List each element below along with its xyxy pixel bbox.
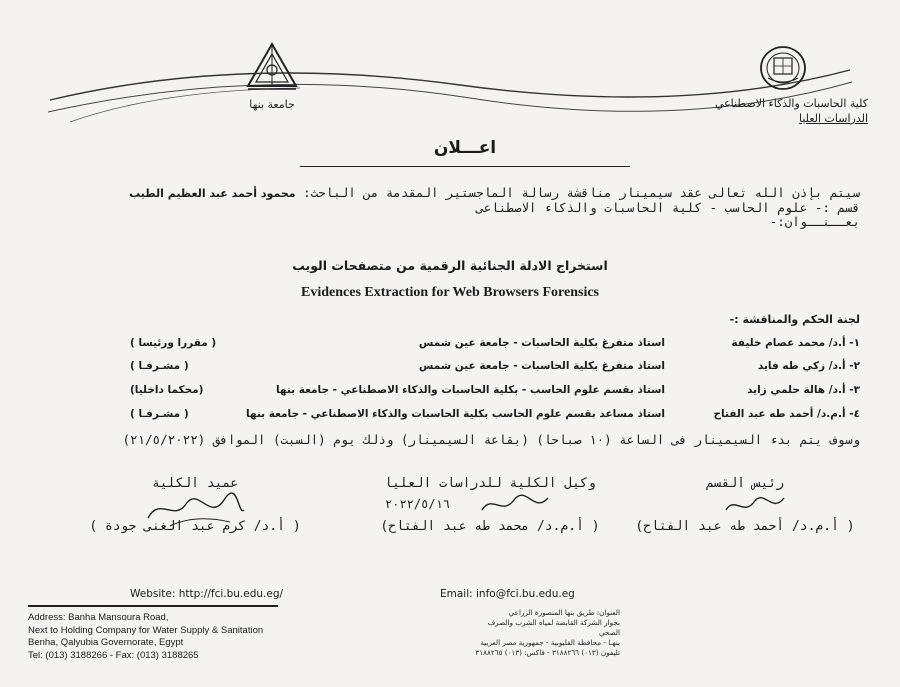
thesis-title-arabic: استخراج الادلة الجنائية الرقمية من متصفحات الويب: [292, 258, 608, 273]
member-name: ٢- أ.د/ زكي طه فايد: [757, 360, 860, 372]
member-position: استاذ متفرغ بكلية الحاسبات - جامعة عين شمس: [418, 337, 665, 349]
vice-dean-name: ( أ.م.د/ محمد طه عبد الفتاح): [380, 519, 600, 534]
member-role: ( مشـرفـا ): [130, 360, 189, 372]
member-role: ( مقررا ورئيسا ): [130, 337, 217, 349]
faculty-name: كلية الحاسبات والذكاء الاصطناعي: [714, 97, 868, 110]
thesis-title-english: Evidences Extraction for Web Browsers Forensics: [301, 285, 599, 300]
vice-dean-title: وكيل الكلية للدراسات العليا: [384, 476, 596, 491]
member-role: (محكما داخليا): [130, 384, 204, 396]
member-position: استاذ بقسم علوم الحاسب - بكلية الحاسبات والذكاء الاصطناعي - جامعة بنها: [275, 384, 665, 396]
email-text: Email: info@fci.bu.edu.eg: [440, 588, 575, 600]
committee-member: [130, 360, 860, 378]
committee-member: [130, 384, 860, 402]
intro-line: [80, 186, 860, 201]
committee-member: [130, 337, 860, 355]
vice-dean-signature-date: ٢٠٢٢/٥/١٦: [385, 497, 451, 511]
dean-title: عميد الكلية: [151, 476, 239, 491]
committee-member: [130, 408, 860, 426]
researcher-name: محمود أحمد عبد العظيم الطيب: [129, 187, 296, 200]
address-line: Address: Banha Mansoura Road,: [28, 612, 169, 623]
department-head-signature-scribble-icon: [720, 492, 790, 520]
heading-underline: [300, 166, 630, 167]
address-line: بجوار الشركة القابضة لمياه الشرب والصرف الصحي: [487, 618, 620, 637]
footer-rule: [28, 605, 278, 607]
department-head-title: رئيس القسم: [705, 476, 785, 491]
department-line: قسم :- علوم الحاسب - كلية الحاسبات والذكاء الاصطناعى: [476, 200, 860, 215]
intro-text: سيتم بإذن الله تعالى عقد سيمينار مناقشة رسالة الماجستير المقدمة من الباحث:: [303, 185, 860, 200]
website-text: Website: http://fci.bu.edu.eg/: [130, 588, 284, 600]
announcement-heading: اعـــلان: [433, 138, 497, 158]
committee-heading: لجنة الحكم والمناقشة :-: [729, 313, 860, 326]
university-name: جامعة بنها: [249, 98, 295, 111]
address-english: [28, 612, 263, 662]
address-line: تليفون (٠١٣) ٣١٨٨٢٦٦ - فاكس: (٠١٣) ٣١٨٨٢٦٥: [475, 648, 620, 657]
faculty-department: الدراسات العليا: [799, 112, 868, 125]
member-position: استاذ مساعد بقسم علوم الحاسب بكلية الحاسبات والذكاء الاصطناعي - جامعة بنها: [245, 408, 665, 420]
faculty-emblem-icon: [758, 44, 808, 92]
university-logo: [232, 40, 312, 111]
address-line: Benha, Qalyubia Governorate, Egypt: [28, 637, 184, 648]
address-line: Next to Holding Company for Water Supply & Sanitation: [28, 624, 264, 636]
member-name: ٤- أ.م.د/ أحمد طه عبد الفتاح: [713, 408, 860, 420]
address-line: بنهـا - محافظة القليوبية - جمهورية مصر العربية: [480, 638, 620, 647]
dean-signature-scribble-icon: [140, 492, 250, 532]
vice-dean-signature-scribble-icon: [476, 490, 556, 520]
announcement-intro: [80, 186, 860, 229]
address-arabic: [470, 608, 620, 658]
member-name: ٣- أ.د/ هالة حلمي زايد: [747, 384, 860, 396]
address-line: Tel: (013) 3188266 - Fax: (013) 3188265: [28, 649, 199, 661]
seminar-schedule: وسوف يتم بدء السيمينار فى الساعة (١٠ صباحا) (بقاعة السيمينار) وذلك يوم (السبت) الموافق (٢١/٥/٢٠٢٢): [122, 432, 860, 447]
title-label: بعــنــوان:-: [769, 214, 860, 229]
department-head-name: ( أ.م.د/ أحمد طه عبد الفتاح): [635, 519, 855, 534]
member-position: استاذ متفرغ بكلية الحاسبات - جامعة عين شمس: [418, 360, 665, 372]
member-role: ( مشـرفـا ): [130, 408, 189, 420]
dean-name: ( أ.د/ كرم عبد الغنى جودة ): [89, 519, 301, 534]
address-line: العنوان: طريق بنها المنصورة الزراعي: [508, 608, 620, 617]
faculty-header: [715, 96, 868, 126]
faculty-logo: [758, 44, 818, 96]
pyramid-logo-icon: [244, 40, 300, 92]
member-name: ١- أ.د/ محمد عصام خليفة: [731, 337, 860, 349]
